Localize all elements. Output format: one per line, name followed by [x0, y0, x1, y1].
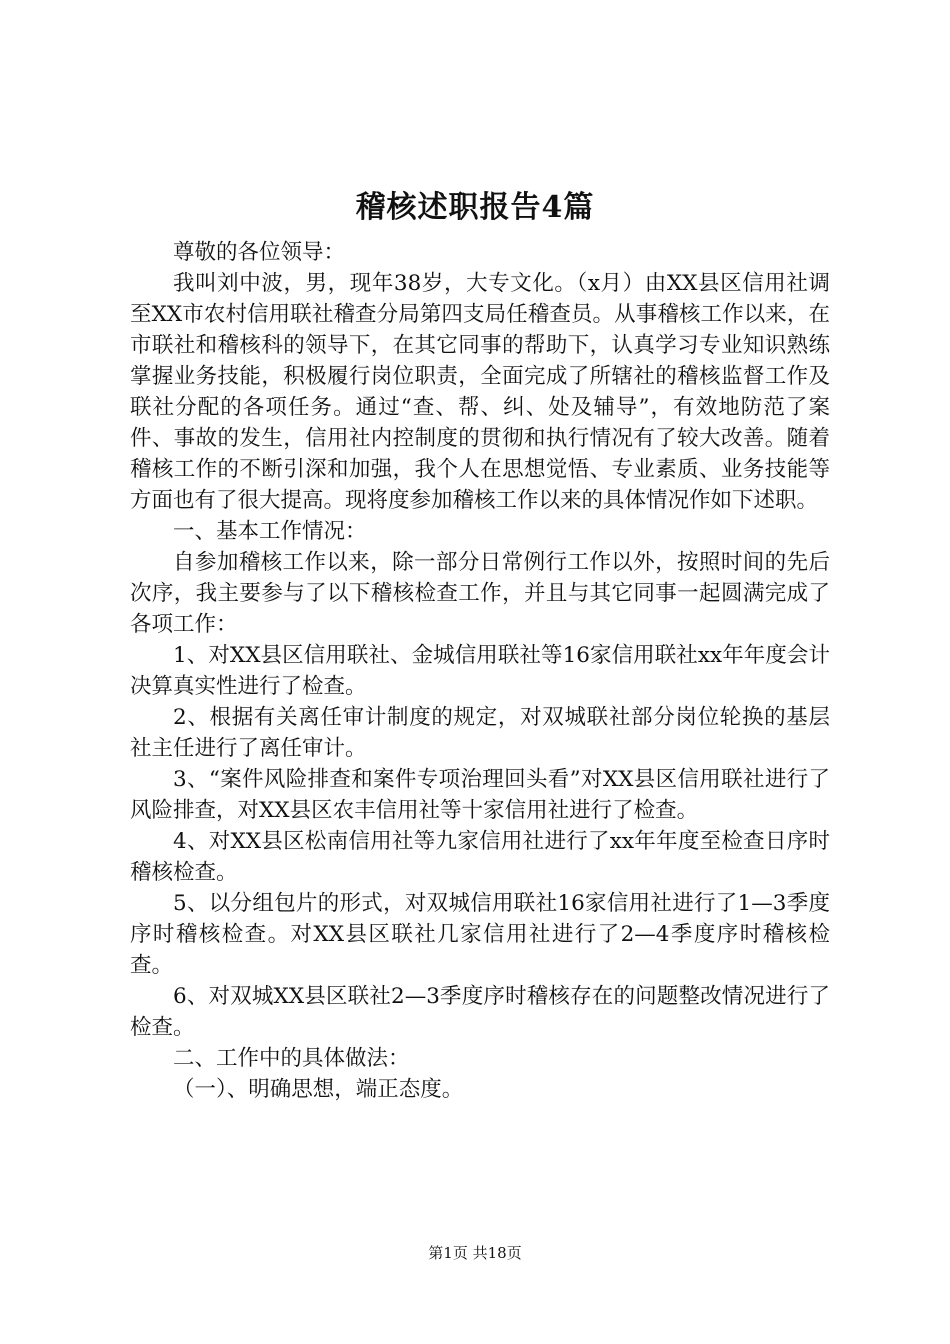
list-item-3: 3、“案件风险排查和案件专项治理回头看”对XX县区信用联社进行了风险排查，对XX县区农丰信用社等十家信用社进行了检查。: [130, 767, 830, 823]
section-1-intro: 自参加稽核工作以来，除一部分日常例行工作以外，按照时间的先后次序，我主要参与了以下稽核检查工作，并且与其它同事一起圆满完成了各项工作：: [130, 550, 830, 637]
salutation: 尊敬的各位领导：: [173, 240, 346, 265]
document-body: [130, 237, 830, 1105]
list-item-1: 1、对XX县区信用联社、金城信用联社等16家信用联社xx年年度会计决算真实性进行了检查。: [130, 643, 830, 699]
subsection-heading-1: （一）、明确思想，端正态度。: [173, 1077, 464, 1102]
page-footer: 第1页 共18页: [428, 1244, 522, 1262]
intro-paragraph: 我叫刘中波，男，现年38岁，大专文化。（x月）由XX县区信用社调至XX市农村信用联社稽查分局第四支局任稽查员。从事稽核工作以来，在市联社和稽核科的领导下，在其它同事的帮助下，认真学习专业知识熟练掌握业务技能，积极履行岗位职责，全面完成了所辖社的稽核监督工作及联社分配的各项任务。通过“查、帮、纠、处及辅导”，有效地防范了案件、事故的发生，信用社内控制度的贯彻和执行情况有了较大改善。随着稽核工作的不断引深和加强，我个人在思想觉悟、专业素质、业务技能等方面也有了很大提高。现将度参加稽核工作以来的具体情况作如下述职。: [130, 271, 830, 513]
list-item-5: 5、以分组包片的形式，对双城信用联社16家信用社进行了1—3季度序时稽核检查。对XX县区联社几家信用社进行了2—4季度序时稽核检查。: [130, 891, 830, 978]
list-item-4: 4、对XX县区松南信用社等九家信用社进行了xx年年度至检查日序时稽核检查。: [130, 829, 830, 885]
document-title: 稽核述职报告4篇: [355, 190, 595, 225]
section-heading-1: 一、基本工作情况：: [173, 519, 367, 544]
list-item-6: 6、对双城XX县区联社2—3季度序时稽核存在的问题整改情况进行了检查。: [130, 984, 830, 1040]
list-item-2: 2、根据有关离任审计制度的规定，对双城联社部分岗位轮换的基层社主任进行了离任审计。: [130, 705, 830, 761]
section-heading-2: 二、工作中的具体做法：: [173, 1046, 410, 1071]
